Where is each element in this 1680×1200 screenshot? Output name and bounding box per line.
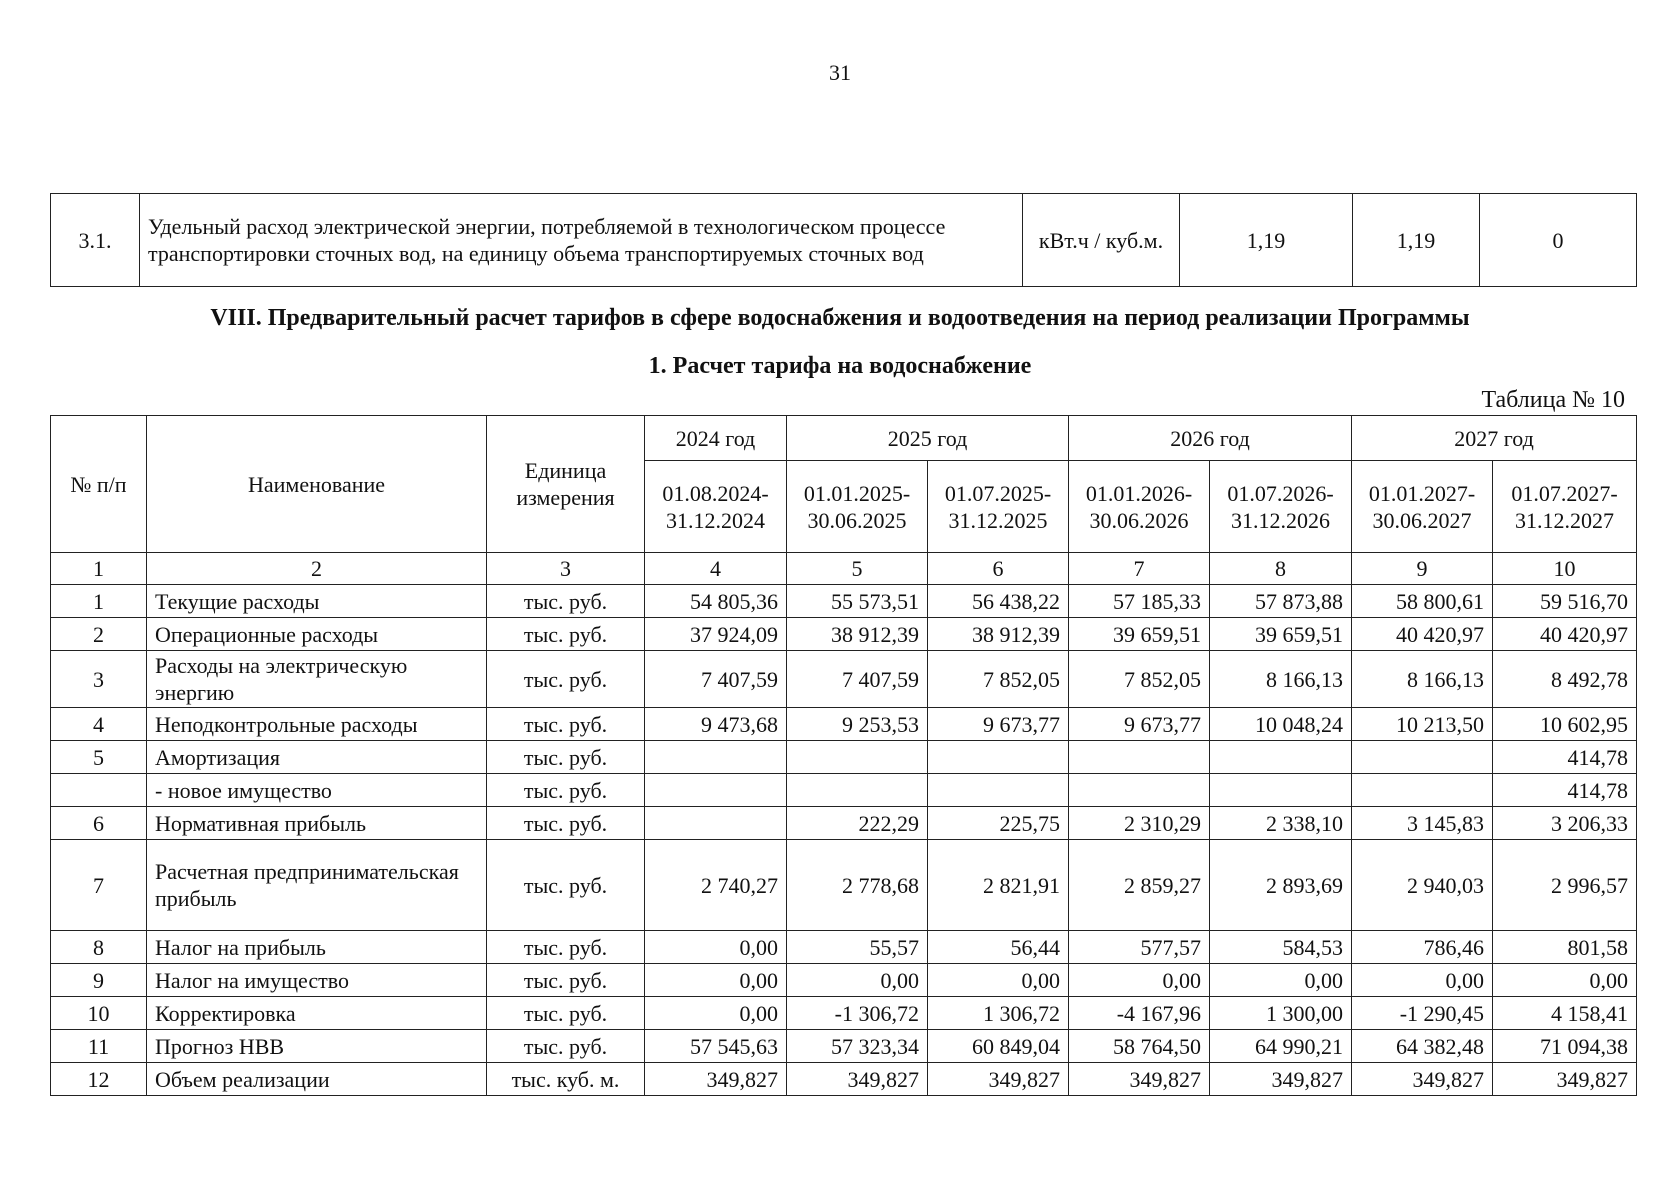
header-year: 2024 год: [645, 416, 787, 461]
row-name: - новое имущество: [147, 774, 487, 807]
header-period: 01.07.2025-31.12.2025: [928, 461, 1069, 553]
row-number: 2: [51, 618, 147, 651]
row-value: 349,827: [1493, 1063, 1637, 1096]
row-value: 786,46: [1352, 931, 1493, 964]
row-number: 5: [51, 741, 147, 774]
row-value: 2 821,91: [928, 840, 1069, 931]
row-value: 55,57: [787, 931, 928, 964]
row-value: 2 859,27: [1069, 840, 1210, 931]
column-index: 3: [487, 553, 645, 585]
row-value: 349,827: [928, 1063, 1069, 1096]
row-name: Удельный расход электрической энергии, потребляемой в технологическом процессе транспортировки сточных вод, на единицу объема транспортируемых сточных вод: [140, 194, 1023, 287]
table-row: [51, 585, 1637, 618]
row-value: 0,00: [1210, 964, 1352, 997]
row-value: 0,00: [928, 964, 1069, 997]
row-name: Налог на имущество: [147, 964, 487, 997]
row-unit: тыс. руб.: [487, 1030, 645, 1063]
row-number: 1: [51, 585, 147, 618]
row-value: 9 253,53: [787, 708, 928, 741]
row-value: -4 167,96: [1069, 997, 1210, 1030]
row-value: 3 206,33: [1493, 807, 1637, 840]
row-name: Корректировка: [147, 997, 487, 1030]
row-value: 0,00: [645, 931, 787, 964]
row-value: 40 420,97: [1493, 618, 1637, 651]
column-index: 8: [1210, 553, 1352, 585]
row-name: Объем реализации: [147, 1063, 487, 1096]
row-number: 12: [51, 1063, 147, 1096]
row-unit: тыс. руб.: [487, 997, 645, 1030]
row-value: [645, 741, 787, 774]
row-value: 0,00: [645, 964, 787, 997]
row-value: 57 323,34: [787, 1030, 928, 1063]
table-header-row: [51, 416, 1637, 461]
row-number: 4: [51, 708, 147, 741]
table-row: [51, 651, 1637, 708]
table-row: [51, 741, 1637, 774]
row-value: 2 778,68: [787, 840, 928, 931]
row-value: 2 996,57: [1493, 840, 1637, 931]
row-value: 37 924,09: [645, 618, 787, 651]
row-value: 0: [1480, 194, 1637, 287]
table-row: [51, 997, 1637, 1030]
row-unit: тыс. руб.: [487, 651, 645, 708]
table-row: [51, 1030, 1637, 1063]
row-value: -1 306,72: [787, 997, 928, 1030]
row-value: [1069, 741, 1210, 774]
row-number: 6: [51, 807, 147, 840]
row-value: 0,00: [645, 997, 787, 1030]
row-value: 349,827: [1352, 1063, 1493, 1096]
row-value: 38 912,39: [787, 618, 928, 651]
header-year: 2027 год: [1352, 416, 1637, 461]
tariff-table: [50, 415, 1637, 1096]
row-value: 0,00: [1069, 964, 1210, 997]
row-value: [645, 807, 787, 840]
row-value: 1,19: [1353, 194, 1480, 287]
row-value: 10 048,24: [1210, 708, 1352, 741]
row-name: Налог на прибыль: [147, 931, 487, 964]
column-index: 4: [645, 553, 787, 585]
row-value: 8 166,13: [1210, 651, 1352, 708]
row-value: [928, 774, 1069, 807]
header-year: 2026 год: [1069, 416, 1352, 461]
row-number: 9: [51, 964, 147, 997]
header-period: 01.07.2026-31.12.2026: [1210, 461, 1352, 553]
page-number: 31: [829, 60, 851, 85]
row-value: 10 602,95: [1493, 708, 1637, 741]
row-value: 57 873,88: [1210, 585, 1352, 618]
row-value: -1 290,45: [1352, 997, 1493, 1030]
row-value: 577,57: [1069, 931, 1210, 964]
row-value: 8 166,13: [1352, 651, 1493, 708]
header-period: 01.01.2026-30.06.2026: [1069, 461, 1210, 553]
column-index: 9: [1352, 553, 1493, 585]
row-name: Нормативная прибыль: [147, 807, 487, 840]
table-caption: Таблица № 10: [1481, 387, 1625, 413]
row-name: Операционные расходы: [147, 618, 487, 651]
column-index: 6: [928, 553, 1069, 585]
table-row: [51, 774, 1637, 807]
row-value: 0,00: [787, 964, 928, 997]
table-row: [51, 964, 1637, 997]
row-value: [1210, 774, 1352, 807]
row-value: [1352, 774, 1493, 807]
row-value: 8 492,78: [1493, 651, 1637, 708]
header-name: Наименование: [147, 416, 487, 553]
column-index: 1: [51, 553, 147, 585]
row-value: 58 764,50: [1069, 1030, 1210, 1063]
row-value: 60 849,04: [928, 1030, 1069, 1063]
column-index-row: [51, 553, 1637, 585]
row-value: 1 300,00: [1210, 997, 1352, 1030]
row-value: 57 185,33: [1069, 585, 1210, 618]
row-value: 1 306,72: [928, 997, 1069, 1030]
row-value: 7 407,59: [787, 651, 928, 708]
row-value: 3 145,83: [1352, 807, 1493, 840]
row-name: Текущие расходы: [147, 585, 487, 618]
row-number: 11: [51, 1030, 147, 1063]
row-unit: тыс. руб.: [487, 708, 645, 741]
header-year: 2025 год: [787, 416, 1069, 461]
row-value: 64 990,21: [1210, 1030, 1352, 1063]
row-number: 3.1.: [51, 194, 140, 287]
row-value: [787, 774, 928, 807]
row-value: 2 338,10: [1210, 807, 1352, 840]
row-value: 56 438,22: [928, 585, 1069, 618]
row-value: 71 094,38: [1493, 1030, 1637, 1063]
row-value: 39 659,51: [1210, 618, 1352, 651]
row-value: 801,58: [1493, 931, 1637, 964]
row-value: 9 673,77: [928, 708, 1069, 741]
subsection-heading: 1. Расчет тарифа на водоснабжение: [648, 353, 1032, 379]
row-value: 55 573,51: [787, 585, 928, 618]
header-number: № п/п: [51, 416, 147, 553]
row-unit: тыс. руб.: [487, 774, 645, 807]
row-number: 7: [51, 840, 147, 931]
row-value: 349,827: [645, 1063, 787, 1096]
row-unit: тыс. руб.: [487, 585, 645, 618]
row-value: 414,78: [1493, 774, 1637, 807]
row-value: 222,29: [787, 807, 928, 840]
row-unit: тыс. руб.: [487, 618, 645, 651]
column-index: 7: [1069, 553, 1210, 585]
header-period: 01.01.2025-30.06.2025: [787, 461, 928, 553]
row-value: 584,53: [1210, 931, 1352, 964]
row-number: 8: [51, 931, 147, 964]
row-value: 9 473,68: [645, 708, 787, 741]
table-row: [51, 807, 1637, 840]
row-value: 349,827: [1069, 1063, 1210, 1096]
row-value: 57 545,63: [645, 1030, 787, 1063]
section-heading: VIII. Предварительный расчет тарифов в сфере водоснабжения и водоотведения на период реализации Программы: [210, 305, 1470, 331]
row-value: 54 805,36: [645, 585, 787, 618]
row-value: 225,75: [928, 807, 1069, 840]
row-value: [1210, 741, 1352, 774]
header-unit: Единица измерения: [487, 416, 645, 553]
row-unit: тыс. руб.: [487, 840, 645, 931]
row-number: 10: [51, 997, 147, 1030]
column-index: 5: [787, 553, 928, 585]
table-row: [51, 618, 1637, 651]
row-value: 2 310,29: [1069, 807, 1210, 840]
row-value: 349,827: [787, 1063, 928, 1096]
column-index: 10: [1493, 553, 1637, 585]
row-value: 40 420,97: [1352, 618, 1493, 651]
header-period: 01.01.2027-30.06.2027: [1352, 461, 1493, 553]
row-value: 7 852,05: [928, 651, 1069, 708]
row-value: 1,19: [1180, 194, 1353, 287]
header-period: 01.07.2027-31.12.2027: [1493, 461, 1637, 553]
row-value: 2 940,03: [1352, 840, 1493, 931]
row-number: [51, 774, 147, 807]
row-value: 7 852,05: [1069, 651, 1210, 708]
row-value: 0,00: [1493, 964, 1637, 997]
row-value: 56,44: [928, 931, 1069, 964]
row-value: [928, 741, 1069, 774]
previous-table-fragment: [50, 193, 1637, 287]
row-value: 38 912,39: [928, 618, 1069, 651]
row-value: 2 893,69: [1210, 840, 1352, 931]
row-value: 9 673,77: [1069, 708, 1210, 741]
row-name: Расходы на электрическую энергию: [147, 651, 487, 708]
row-value: [645, 774, 787, 807]
row-value: [787, 741, 928, 774]
row-number: 3: [51, 651, 147, 708]
table-row: [51, 708, 1637, 741]
row-value: [1069, 774, 1210, 807]
row-value: 59 516,70: [1493, 585, 1637, 618]
table-row: [51, 1063, 1637, 1096]
row-unit: тыс. руб.: [487, 931, 645, 964]
row-unit: тыс. руб.: [487, 964, 645, 997]
row-name: Прогноз НВВ: [147, 1030, 487, 1063]
table-row: [51, 194, 1637, 287]
header-period: 01.08.2024-31.12.2024: [645, 461, 787, 553]
row-name: Амортизация: [147, 741, 487, 774]
row-value: 0,00: [1352, 964, 1493, 997]
row-name: Неподконтрольные расходы: [147, 708, 487, 741]
row-name: Расчетная предпринимательская прибыль: [147, 840, 487, 931]
row-value: 7 407,59: [645, 651, 787, 708]
table-row: [51, 931, 1637, 964]
row-value: 4 158,41: [1493, 997, 1637, 1030]
row-value: 39 659,51: [1069, 618, 1210, 651]
row-value: 10 213,50: [1352, 708, 1493, 741]
row-value: 349,827: [1210, 1063, 1352, 1096]
row-unit: кВт.ч / куб.м.: [1023, 194, 1180, 287]
column-index: 2: [147, 553, 487, 585]
row-value: 414,78: [1493, 741, 1637, 774]
row-value: [1352, 741, 1493, 774]
table-row: [51, 840, 1637, 931]
row-value: 58 800,61: [1352, 585, 1493, 618]
row-unit: тыс. руб.: [487, 741, 645, 774]
row-value: 64 382,48: [1352, 1030, 1493, 1063]
row-value: 2 740,27: [645, 840, 787, 931]
row-unit: тыс. руб.: [487, 807, 645, 840]
row-unit: тыс. куб. м.: [487, 1063, 645, 1096]
